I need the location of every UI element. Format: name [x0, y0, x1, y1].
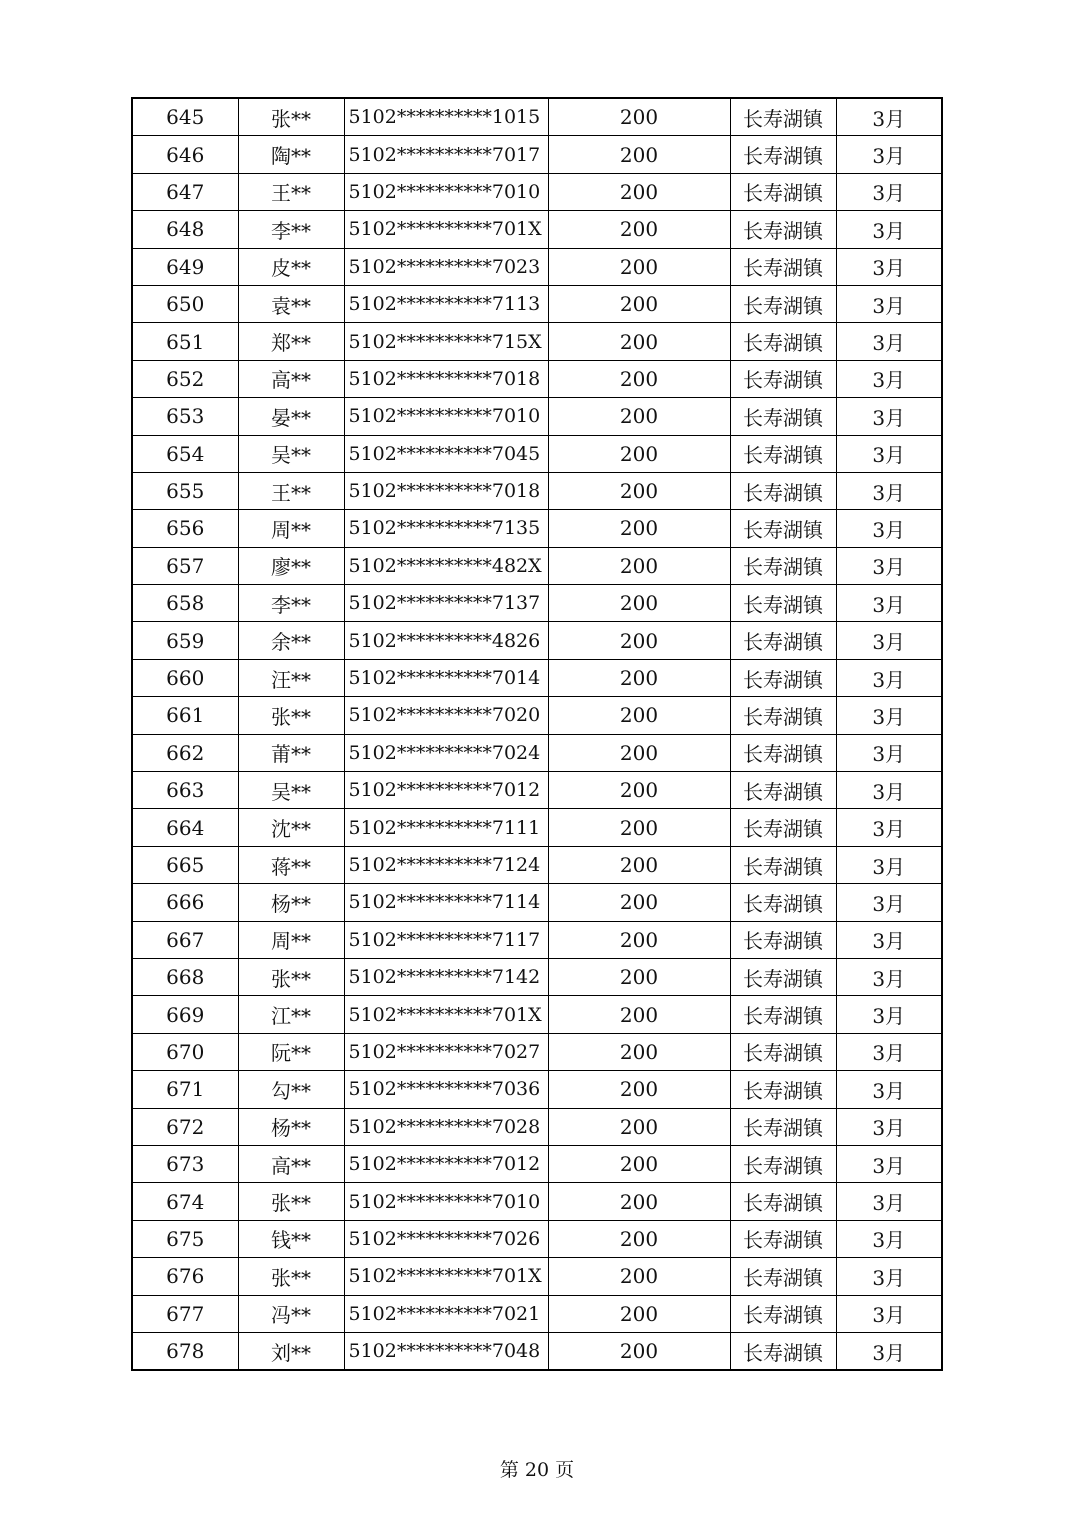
- row-number-cell: 669: [132, 996, 238, 1033]
- id-number-cell: 5102**********7018: [344, 472, 548, 509]
- table-row: [132, 772, 942, 809]
- amount-cell: 200: [548, 1183, 730, 1220]
- table-row: [132, 921, 942, 958]
- table-row: [132, 323, 942, 360]
- month-cell: 3月: [836, 1071, 942, 1108]
- id-number-cell: 5102**********7021: [344, 1295, 548, 1332]
- row-number-cell: 649: [132, 248, 238, 285]
- name-cell: 陶**: [238, 136, 344, 173]
- table-row: [132, 435, 942, 472]
- row-number-cell: 657: [132, 547, 238, 584]
- name-cell: 皮**: [238, 248, 344, 285]
- row-number-cell: 675: [132, 1220, 238, 1257]
- town-cell: 长寿湖镇: [730, 1183, 836, 1220]
- month-cell: 3月: [836, 285, 942, 322]
- town-cell: 长寿湖镇: [730, 921, 836, 958]
- table-row: [132, 1033, 942, 1070]
- amount-cell: 200: [548, 248, 730, 285]
- row-number-cell: 678: [132, 1332, 238, 1370]
- table-row: [132, 547, 942, 584]
- id-number-cell: 5102**********4826: [344, 622, 548, 659]
- table-row: [132, 98, 942, 136]
- name-cell: 莆**: [238, 734, 344, 771]
- name-cell: 杨**: [238, 1108, 344, 1145]
- amount-cell: 200: [548, 1033, 730, 1070]
- month-cell: 3月: [836, 1295, 942, 1332]
- month-cell: 3月: [836, 398, 942, 435]
- name-cell: 高**: [238, 360, 344, 397]
- name-cell: 吴**: [238, 772, 344, 809]
- id-number-cell: 5102**********7017: [344, 136, 548, 173]
- table-row: [132, 846, 942, 883]
- town-cell: 长寿湖镇: [730, 398, 836, 435]
- town-cell: 长寿湖镇: [730, 1033, 836, 1070]
- town-cell: 长寿湖镇: [730, 472, 836, 509]
- table-row: [132, 958, 942, 995]
- town-cell: 长寿湖镇: [730, 884, 836, 921]
- name-cell: 张**: [238, 1183, 344, 1220]
- row-number-cell: 672: [132, 1108, 238, 1145]
- name-cell: 高**: [238, 1145, 344, 1182]
- row-number-cell: 668: [132, 958, 238, 995]
- town-cell: 长寿湖镇: [730, 98, 836, 136]
- town-cell: 长寿湖镇: [730, 435, 836, 472]
- amount-cell: 200: [548, 211, 730, 248]
- month-cell: 3月: [836, 211, 942, 248]
- amount-cell: 200: [548, 173, 730, 210]
- month-cell: 3月: [836, 98, 942, 136]
- month-cell: 3月: [836, 136, 942, 173]
- town-cell: 长寿湖镇: [730, 996, 836, 1033]
- row-number-cell: 676: [132, 1258, 238, 1295]
- row-number-cell: 677: [132, 1295, 238, 1332]
- name-cell: 廖**: [238, 547, 344, 584]
- amount-cell: 200: [548, 1332, 730, 1370]
- row-number-cell: 673: [132, 1145, 238, 1182]
- table-row: [132, 472, 942, 509]
- month-cell: 3月: [836, 958, 942, 995]
- town-cell: 长寿湖镇: [730, 846, 836, 883]
- town-cell: 长寿湖镇: [730, 734, 836, 771]
- month-cell: 3月: [836, 921, 942, 958]
- table-row: [132, 1071, 942, 1108]
- month-cell: 3月: [836, 248, 942, 285]
- id-number-cell: 5102**********7048: [344, 1332, 548, 1370]
- row-number-cell: 670: [132, 1033, 238, 1070]
- amount-cell: 200: [548, 98, 730, 136]
- amount-cell: 200: [548, 884, 730, 921]
- id-number-cell: 5102**********7014: [344, 659, 548, 696]
- town-cell: 长寿湖镇: [730, 958, 836, 995]
- table-row: [132, 734, 942, 771]
- table-row: [132, 398, 942, 435]
- name-cell: 刘**: [238, 1332, 344, 1370]
- id-number-cell: 5102**********7135: [344, 510, 548, 547]
- month-cell: 3月: [836, 585, 942, 622]
- month-cell: 3月: [836, 996, 942, 1033]
- table-row: [132, 173, 942, 210]
- amount-cell: 200: [548, 585, 730, 622]
- amount-cell: 200: [548, 1145, 730, 1182]
- row-number-cell: 662: [132, 734, 238, 771]
- row-number-cell: 663: [132, 772, 238, 809]
- row-number-cell: 652: [132, 360, 238, 397]
- month-cell: 3月: [836, 809, 942, 846]
- town-cell: 长寿湖镇: [730, 659, 836, 696]
- month-cell: 3月: [836, 510, 942, 547]
- month-cell: 3月: [836, 772, 942, 809]
- town-cell: 长寿湖镇: [730, 510, 836, 547]
- id-number-cell: 5102**********701X: [344, 996, 548, 1033]
- town-cell: 长寿湖镇: [730, 547, 836, 584]
- id-number-cell: 5102**********7045: [344, 435, 548, 472]
- name-cell: 杨**: [238, 884, 344, 921]
- town-cell: 长寿湖镇: [730, 360, 836, 397]
- id-number-cell: 5102**********7027: [344, 1033, 548, 1070]
- name-cell: 张**: [238, 98, 344, 136]
- row-number-cell: 655: [132, 472, 238, 509]
- row-number-cell: 660: [132, 659, 238, 696]
- amount-cell: 200: [548, 136, 730, 173]
- town-cell: 长寿湖镇: [730, 1145, 836, 1182]
- month-cell: 3月: [836, 884, 942, 921]
- name-cell: 张**: [238, 697, 344, 734]
- town-cell: 长寿湖镇: [730, 248, 836, 285]
- month-cell: 3月: [836, 1033, 942, 1070]
- name-cell: 江**: [238, 996, 344, 1033]
- amount-cell: 200: [548, 1071, 730, 1108]
- id-number-cell: 5102**********7124: [344, 846, 548, 883]
- id-number-cell: 5102**********7010: [344, 398, 548, 435]
- page-number: 第 20 页: [499, 1459, 575, 1481]
- town-cell: 长寿湖镇: [730, 622, 836, 659]
- table-row: [132, 809, 942, 846]
- month-cell: 3月: [836, 472, 942, 509]
- amount-cell: 200: [548, 958, 730, 995]
- month-cell: 3月: [836, 547, 942, 584]
- amount-cell: 200: [548, 1220, 730, 1257]
- id-number-cell: 5102**********7142: [344, 958, 548, 995]
- id-number-cell: 5102**********7012: [344, 1145, 548, 1182]
- amount-cell: 200: [548, 472, 730, 509]
- month-cell: 3月: [836, 659, 942, 696]
- row-number-cell: 646: [132, 136, 238, 173]
- row-number-cell: 665: [132, 846, 238, 883]
- amount-cell: 200: [548, 323, 730, 360]
- name-cell: 周**: [238, 921, 344, 958]
- amount-cell: 200: [548, 1108, 730, 1145]
- row-number-cell: 653: [132, 398, 238, 435]
- amount-cell: 200: [548, 772, 730, 809]
- name-cell: 阮**: [238, 1033, 344, 1070]
- town-cell: 长寿湖镇: [730, 1220, 836, 1257]
- name-cell: 王**: [238, 472, 344, 509]
- id-number-cell: 5102**********7010: [344, 1183, 548, 1220]
- row-number-cell: 647: [132, 173, 238, 210]
- name-cell: 沈**: [238, 809, 344, 846]
- row-number-cell: 661: [132, 697, 238, 734]
- id-number-cell: 5102**********7012: [344, 772, 548, 809]
- name-cell: 吴**: [238, 435, 344, 472]
- town-cell: 长寿湖镇: [730, 1108, 836, 1145]
- name-cell: 李**: [238, 211, 344, 248]
- name-cell: 王**: [238, 173, 344, 210]
- town-cell: 长寿湖镇: [730, 809, 836, 846]
- table-row: [132, 884, 942, 921]
- table-row: [132, 585, 942, 622]
- amount-cell: 200: [548, 435, 730, 472]
- id-number-cell: 5102**********7113: [344, 285, 548, 322]
- month-cell: 3月: [836, 734, 942, 771]
- month-cell: 3月: [836, 1145, 942, 1182]
- town-cell: 长寿湖镇: [730, 697, 836, 734]
- town-cell: 长寿湖镇: [730, 173, 836, 210]
- row-number-cell: 645: [132, 98, 238, 136]
- name-cell: 李**: [238, 585, 344, 622]
- row-number-cell: 667: [132, 921, 238, 958]
- month-cell: 3月: [836, 360, 942, 397]
- name-cell: 余**: [238, 622, 344, 659]
- row-number-cell: 659: [132, 622, 238, 659]
- table-row: [132, 360, 942, 397]
- name-cell: 冯**: [238, 1295, 344, 1332]
- town-cell: 长寿湖镇: [730, 1332, 836, 1370]
- table-row: [132, 211, 942, 248]
- amount-cell: 200: [548, 659, 730, 696]
- table-row: [132, 285, 942, 322]
- table-row: [132, 1145, 942, 1182]
- table-row: [132, 1258, 942, 1295]
- id-number-cell: 5102**********7010: [344, 173, 548, 210]
- id-number-cell: 5102**********7023: [344, 248, 548, 285]
- row-number-cell: 650: [132, 285, 238, 322]
- amount-cell: 200: [548, 510, 730, 547]
- id-number-cell: 5102**********7020: [344, 697, 548, 734]
- town-cell: 长寿湖镇: [730, 1258, 836, 1295]
- town-cell: 长寿湖镇: [730, 1071, 836, 1108]
- town-cell: 长寿湖镇: [730, 285, 836, 322]
- town-cell: 长寿湖镇: [730, 1295, 836, 1332]
- table-row: [132, 697, 942, 734]
- amount-cell: 200: [548, 1295, 730, 1332]
- row-number-cell: 674: [132, 1183, 238, 1220]
- row-number-cell: 671: [132, 1071, 238, 1108]
- table-row: [132, 1108, 942, 1145]
- month-cell: 3月: [836, 173, 942, 210]
- name-cell: 蒋**: [238, 846, 344, 883]
- name-cell: 张**: [238, 958, 344, 995]
- name-cell: 张**: [238, 1258, 344, 1295]
- id-number-cell: 5102**********1015: [344, 98, 548, 136]
- name-cell: 周**: [238, 510, 344, 547]
- id-number-cell: 5102**********701X: [344, 1258, 548, 1295]
- name-cell: 晏**: [238, 398, 344, 435]
- month-cell: 3月: [836, 697, 942, 734]
- amount-cell: 200: [548, 547, 730, 584]
- amount-cell: 200: [548, 360, 730, 397]
- month-cell: 3月: [836, 1108, 942, 1145]
- id-number-cell: 5102**********715X: [344, 323, 548, 360]
- table-row: [132, 248, 942, 285]
- month-cell: 3月: [836, 323, 942, 360]
- name-cell: 袁**: [238, 285, 344, 322]
- row-number-cell: 658: [132, 585, 238, 622]
- table-row: [132, 1183, 942, 1220]
- id-number-cell: 5102**********7117: [344, 921, 548, 958]
- table-row: [132, 659, 942, 696]
- amount-cell: 200: [548, 622, 730, 659]
- records-table: [131, 97, 943, 1371]
- town-cell: 长寿湖镇: [730, 585, 836, 622]
- month-cell: 3月: [836, 1220, 942, 1257]
- amount-cell: 200: [548, 846, 730, 883]
- month-cell: 3月: [836, 622, 942, 659]
- id-number-cell: 5102**********7137: [344, 585, 548, 622]
- table-row: [132, 1295, 942, 1332]
- table-row: [132, 996, 942, 1033]
- amount-cell: 200: [548, 809, 730, 846]
- id-number-cell: 5102**********7036: [344, 1071, 548, 1108]
- name-cell: 钱**: [238, 1220, 344, 1257]
- row-number-cell: 651: [132, 323, 238, 360]
- id-number-cell: 5102**********7026: [344, 1220, 548, 1257]
- town-cell: 长寿湖镇: [730, 772, 836, 809]
- id-number-cell: 5102**********7024: [344, 734, 548, 771]
- id-number-cell: 5102**********701X: [344, 211, 548, 248]
- id-number-cell: 5102**********482X: [344, 547, 548, 584]
- town-cell: 长寿湖镇: [730, 323, 836, 360]
- row-number-cell: 654: [132, 435, 238, 472]
- amount-cell: 200: [548, 285, 730, 322]
- table-row: [132, 1220, 942, 1257]
- table-row: [132, 136, 942, 173]
- table-row: [132, 1332, 942, 1370]
- id-number-cell: 5102**********7018: [344, 360, 548, 397]
- amount-cell: 200: [548, 996, 730, 1033]
- table-row: [132, 622, 942, 659]
- month-cell: 3月: [836, 1183, 942, 1220]
- id-number-cell: 5102**********7028: [344, 1108, 548, 1145]
- records-table-body: [132, 98, 942, 1370]
- id-number-cell: 5102**********7111: [344, 809, 548, 846]
- town-cell: 长寿湖镇: [730, 211, 836, 248]
- name-cell: 郑**: [238, 323, 344, 360]
- id-number-cell: 5102**********7114: [344, 884, 548, 921]
- amount-cell: 200: [548, 734, 730, 771]
- name-cell: 勾**: [238, 1071, 344, 1108]
- month-cell: 3月: [836, 1258, 942, 1295]
- amount-cell: 200: [548, 697, 730, 734]
- month-cell: 3月: [836, 846, 942, 883]
- table-row: [132, 510, 942, 547]
- row-number-cell: 648: [132, 211, 238, 248]
- amount-cell: 200: [548, 398, 730, 435]
- row-number-cell: 666: [132, 884, 238, 921]
- row-number-cell: 664: [132, 809, 238, 846]
- amount-cell: 200: [548, 921, 730, 958]
- row-number-cell: 656: [132, 510, 238, 547]
- amount-cell: 200: [548, 1258, 730, 1295]
- name-cell: 汪**: [238, 659, 344, 696]
- town-cell: 长寿湖镇: [730, 136, 836, 173]
- month-cell: 3月: [836, 435, 942, 472]
- month-cell: 3月: [836, 1332, 942, 1370]
